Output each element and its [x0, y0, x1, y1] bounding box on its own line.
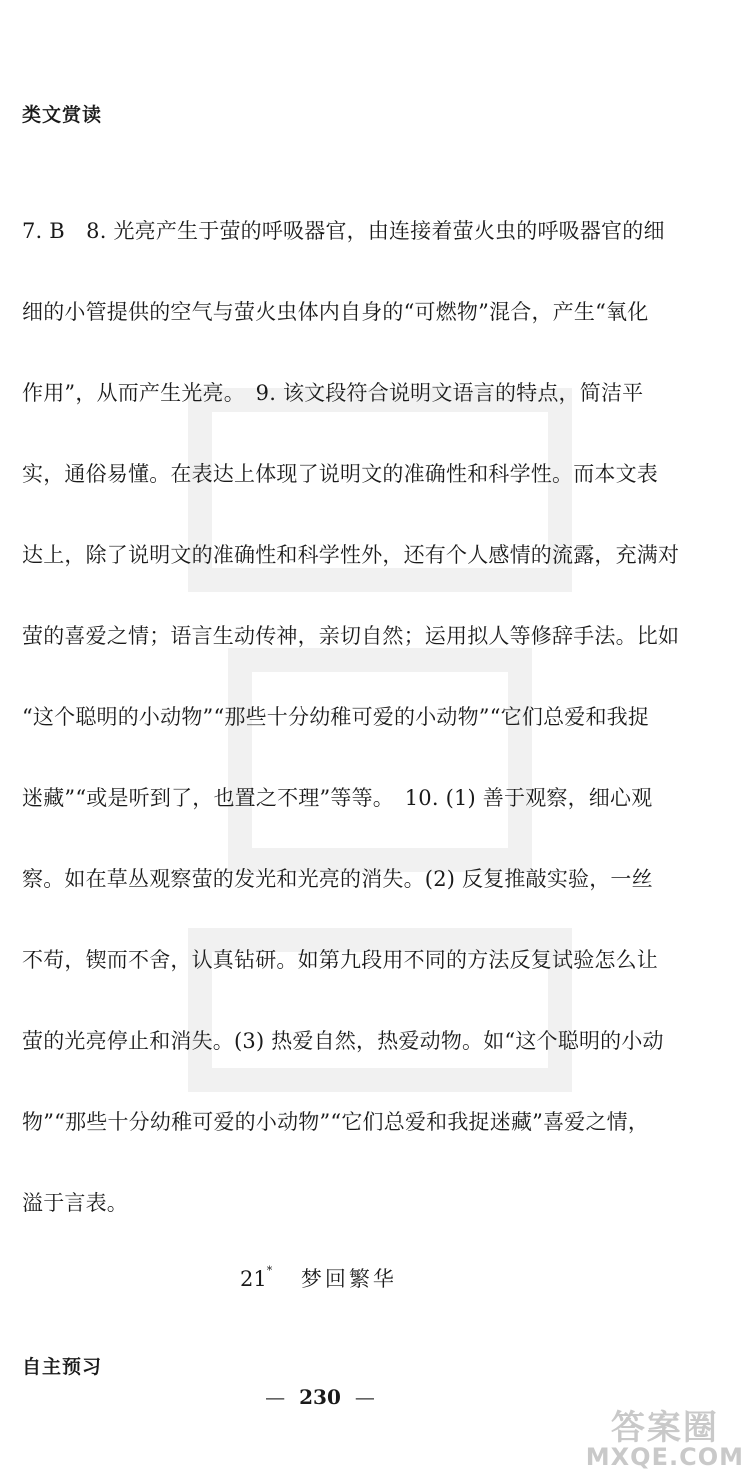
chapter-number: 21: [240, 1267, 267, 1291]
answer-text-line: 作用”，从而产生光亮。 9. 该文段符合说明文语言的特点，简洁平: [22, 381, 644, 405]
page-dash-left: —: [265, 1385, 286, 1409]
answer-text-line: 溢于言表。: [22, 1191, 128, 1215]
answer-text-line: 萤的喜爱之情；语言生动传神，亲切自然；运用拟人等修辞手法。比如: [22, 624, 680, 648]
answer-text-line: 物”“那些十分幼稚可爱的小动物”“它们总爱和我捉迷藏”喜爱之情，: [22, 1110, 650, 1134]
answer-text-line: 察。如在草丛观察萤的发光和光亮的消失。(2) 反复推敲实验，一丝: [22, 867, 653, 891]
answer-text-line: 达上，除了说明文的准确性和科学性外，还有个人感情的流露，充满对: [22, 543, 680, 567]
answer-text-line: 萤的光亮停止和消失。(3) 热爱自然，热爱动物。如“这个聪明的小动: [22, 1029, 664, 1053]
watermark-cn-text: 答案圈: [610, 1408, 719, 1448]
page-number-footer: [0, 1385, 640, 1409]
answer-text-line: 7. B 8. 光亮产生于萤的呼吸器官，由连接着萤火虫的呼吸器官的细: [22, 219, 665, 243]
page-dash-right: —: [354, 1385, 375, 1409]
chapter-heading: [240, 1263, 397, 1293]
answer-text-line: 细的小管提供的空气与萤火虫体内自身的“可燃物”混合，产生“氧化: [22, 300, 649, 324]
answer-text-line: “这个聪明的小动物”“那些十分幼稚可爱的小动物”“它们总爱和我捉: [22, 705, 650, 729]
page-number: 230: [299, 1385, 341, 1409]
section-heading-reading: 类文赏读: [22, 104, 103, 126]
site-watermark-logo: [585, 1408, 744, 1471]
watermark-en-text: MXQE.COM: [585, 1443, 744, 1471]
answer-text-line: 不苟，锲而不舍，认真钻研。如第九段用不同的方法反复试验怎么让: [22, 948, 658, 972]
answer-text-line: 迷藏”“或是听到了，也置之不理”等等。 10. (1) 善于观察，细心观: [22, 786, 653, 810]
section-heading-preview: 自主预习: [22, 1356, 103, 1378]
chapter-marker: *: [266, 1264, 273, 1277]
answer-text-line: 实，通俗易懂。在表达上体现了说明文的准确性和科学性。而本文表: [22, 462, 658, 486]
chapter-title: 梦回繁华: [300, 1267, 397, 1291]
